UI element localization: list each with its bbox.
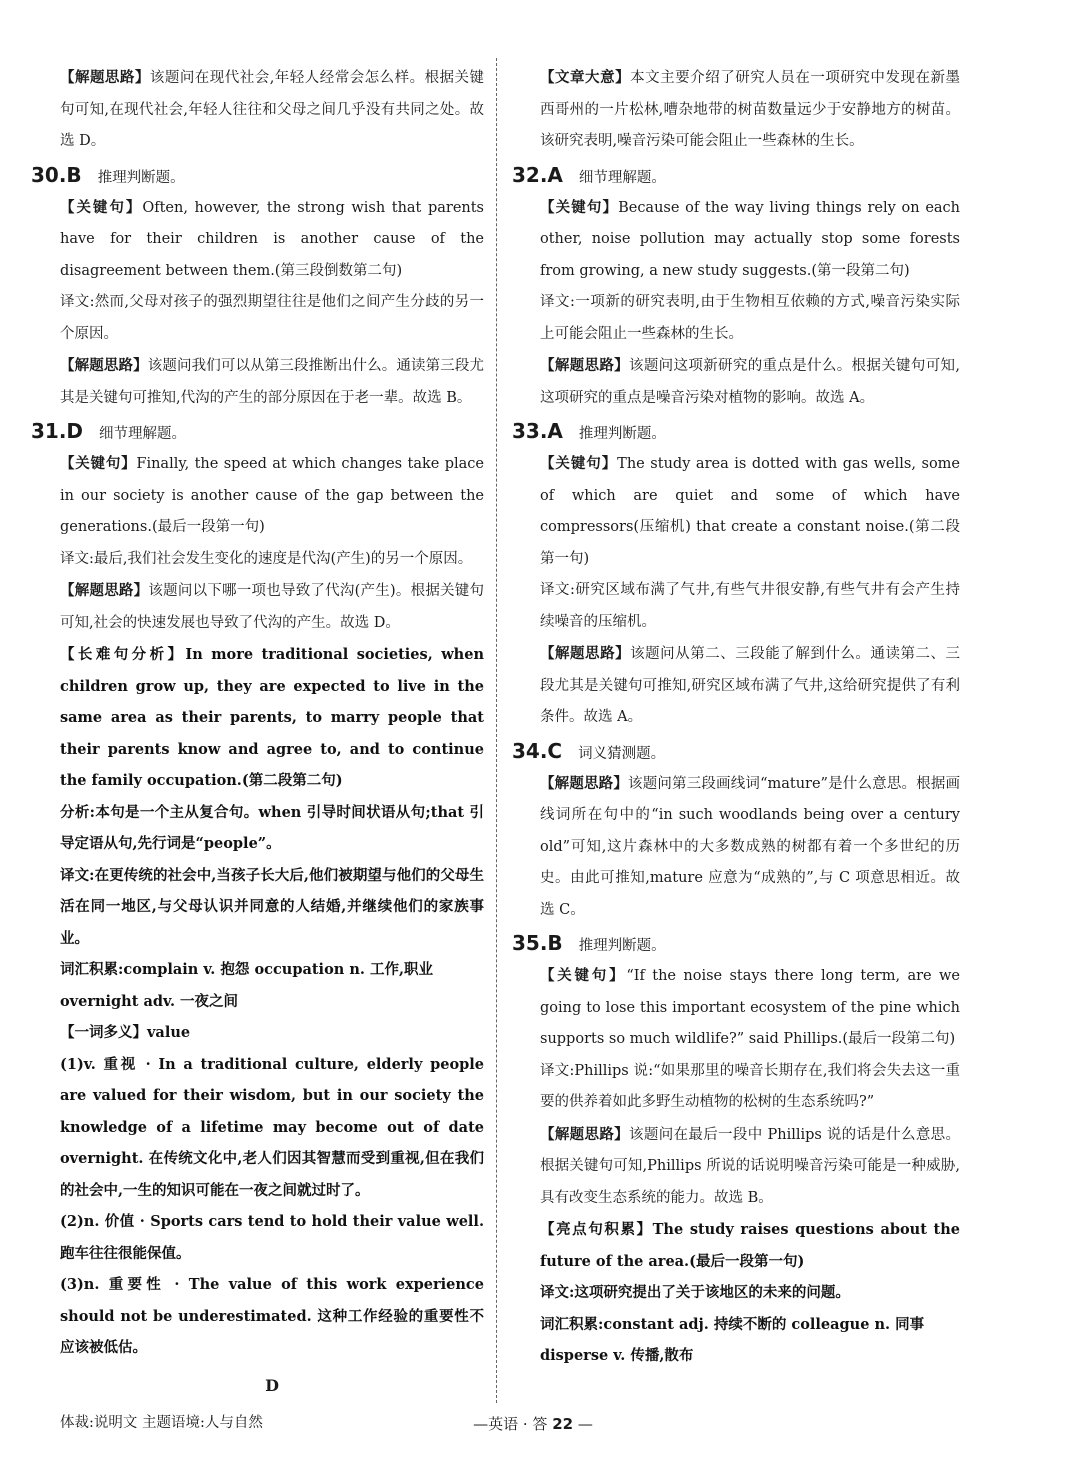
page-footer: —英语 · 答 22 — bbox=[473, 1415, 593, 1433]
q31-solution: 【解题思路】该题问以下哪一项也导致了代沟(产生)。根据关键句可知,社会的快速发展也导致了代沟的产生。故选 D。 bbox=[60, 582, 485, 631]
q34-answer: 34.C bbox=[512, 738, 563, 763]
q34-type: 词义猜测题。 bbox=[578, 745, 666, 762]
q33-translation: 译文:研究区域布满了气井,有些气井很安静,有些气井有会产生持续噪音的压缩机。 bbox=[540, 582, 960, 630]
q30-key-sentence: 【关键句】Often, however, the strong wish that parents have for their children is another cause of the disagreement between them.(第三段倒数第二句) bbox=[60, 198, 485, 279]
q35-header bbox=[512, 926, 960, 960]
q30-header bbox=[31, 158, 484, 192]
page-number: 22 bbox=[552, 1415, 574, 1433]
polysemy-sense-2: (2)n. 价值 · Sports cars tend to hold their value well. 跑车往往很能保值。 bbox=[60, 1213, 484, 1262]
q33-solution: 【解题思路】该题问从第二、三段能了解到什么。通读第二、三段尤其是关键句可推知,研究区域布满了气井,这给研究提供了有利条件。故选 A。 bbox=[540, 645, 961, 725]
highlight-translation: 译文:这项研究提出了关于该地区的未来的问题。 bbox=[540, 1284, 850, 1301]
q31-translation: 译文:最后,我们社会发生变化的速度是代沟(产生)的另一个原因。 bbox=[60, 550, 473, 567]
q33-key-sentence: 【关键句】The study area is dotted with gas wells, some of which are quiet and some of which have compressors(压缩机) that create a constant noise.(第二段第一句) bbox=[540, 455, 960, 567]
vocab-left-line2: overnight adv. 一夜之间 bbox=[60, 992, 239, 1010]
q34-header bbox=[512, 734, 960, 768]
q32-solution: 【解题思路】该题问这项新研究的重点是什么。根据关键句可知,这项研究的重点是噪音污染对植物的影响。故选 A。 bbox=[540, 357, 961, 406]
q32-answer: 32.A bbox=[512, 162, 563, 187]
vocab-right: 词汇积累:constant adj. 持续不断的 colleague n. 同事 bbox=[540, 1315, 925, 1333]
long-sentence-translation: 译文:在更传统的社会中,当孩子长大后,他们被期望与他们的父母生活在同一地区,与父母认识并同意的人结婚,并继续他们的家族事业。 bbox=[60, 866, 484, 947]
q35-type: 推理判断题。 bbox=[578, 938, 666, 954]
article-summary: 【文章大意】本文主要介绍了研究人员在一项研究中发现在新墨西哥州的一片松林,嘈杂地带的树苗数量远少于安静地方的树苗。该研究表明,噪音污染可能会阻止一些森林的生长。 bbox=[540, 69, 961, 149]
long-sentence-analysis: 【长难句分析】In more traditional societies, when children grow up, they are expected to live in the same area as their parents, to marry people that their parents know and agree to, and to continue the family occupation.(第二段第二句) bbox=[60, 646, 484, 789]
polysemy-sense-1: (1)v. 重视 · In a traditional culture, elderly people are valued for their wisdom, but in our society the knowledge of a lifetime may become out of date overnight. 在传统文化中,老人们因其智慧而受到重视,但在我们的社会中,一生的知识可能在一夜之间就过时了。 bbox=[60, 1055, 484, 1199]
q29-solution: 【解题思路】该题问在现代社会,年轻人经常会怎么样。根据关键句可知,在现代社会,年轻人往往和父母之间几乎没有共同之处。故选 D。 bbox=[60, 69, 485, 149]
q35-key-sentence: 【关键句】“If the noise stays there long term, are we going to lose this important ecosystem of the pine which supports so much wildlife?” said Phillips.(最后一段第二句) bbox=[540, 967, 961, 1047]
q31-answer: 31.D bbox=[31, 419, 84, 443]
q30-answer: 30.B bbox=[31, 162, 82, 187]
q35-solution: 【解题思路】该题问在最后一段中 Phillips 说的话是什么意思。根据关键句可知,Phillips 所说的话说明噪音污染可能是一种威胁,具有改变生态系统的能力。故选 B。 bbox=[540, 1125, 961, 1206]
q31-header bbox=[31, 414, 484, 448]
section-heading-d: D bbox=[265, 1375, 279, 1395]
q33-header bbox=[512, 414, 960, 448]
q33-type: 推理判断题。 bbox=[578, 426, 666, 442]
q30-translation: 译文:然而,父母对孩子的强烈期望往往是他们之间产生分歧的另一个原因。 bbox=[60, 294, 484, 342]
q30-type: 推理判断题。 bbox=[97, 169, 185, 186]
q32-type: 细节理解题。 bbox=[578, 169, 666, 186]
q31-key-sentence: 【关键句】Finally, the speed at which changes take place in our society is another cause of the gap between the generations.(最后一段第一句) bbox=[60, 455, 485, 535]
q35-answer: 35.B bbox=[512, 931, 563, 955]
q31-type: 细节理解题。 bbox=[99, 426, 187, 442]
right-column bbox=[512, 62, 961, 1372]
q35-translation: 译文:Phillips 说:“如果那里的噪音长期存在,我们将会失去这一重要的供养着如此多野生动植物的松树的生态系统吗?” bbox=[540, 1062, 960, 1110]
left-column bbox=[31, 62, 485, 1439]
vocab-right-line2: disperse v. 传播,散布 bbox=[540, 1347, 694, 1364]
q32-key-sentence: 【关键句】Because of the way living things rely on each other, noise pollution may actually stop some forests from growing, a new study suggests.(第一段第二句) bbox=[540, 198, 961, 279]
long-sentence-grammar: 分析:本句是一个主从复合句。when 引导时间状语从句;that 引导定语从句,先行词是“people”。 bbox=[60, 803, 484, 852]
vocab-left: 词汇积累:complain v. 抱怨 occupation n. 工作,职业 bbox=[60, 961, 434, 978]
q32-translation: 译文:一项新的研究表明,由于生物相互依赖的方式,噪音污染实际上可能会阻止一些森林的生长。 bbox=[540, 294, 960, 342]
q30-solution: 【解题思路】该题问我们可以从第三段推断出什么。通读第三段尤其是关键句可推知,代沟的产生的部分原因在于老一辈。故选 B。 bbox=[60, 357, 484, 406]
polysemy-sense-3: (3)n. 重要性 · The value of this work experience should not be underestimated. 这种工作经验的重要性不应该被低估。 bbox=[60, 1276, 484, 1356]
genre-line: 体裁:说明文 主题语境:人与自然 bbox=[60, 1414, 263, 1431]
column-divider bbox=[496, 58, 497, 1403]
q32-header bbox=[512, 158, 960, 192]
highlight-sentence: 【亮点句积累】The study raises questions about the future of the area.(最后一段第一句) bbox=[540, 1221, 960, 1270]
q33-answer: 33.A bbox=[512, 419, 563, 443]
q34-solution: 【解题思路】该题问第三段画线词“mature”是什么意思。根据画线词所在句中的“in such woodlands being over a century old”可知,这片森林中的大多数成熟的树都有着一个多世纪的历史。由此可推知,mature 应意为“成熟的”,与 C 项意思相近。故选 C。 bbox=[540, 774, 960, 918]
polysemy-heading: 【一词多义】value bbox=[60, 1024, 191, 1041]
